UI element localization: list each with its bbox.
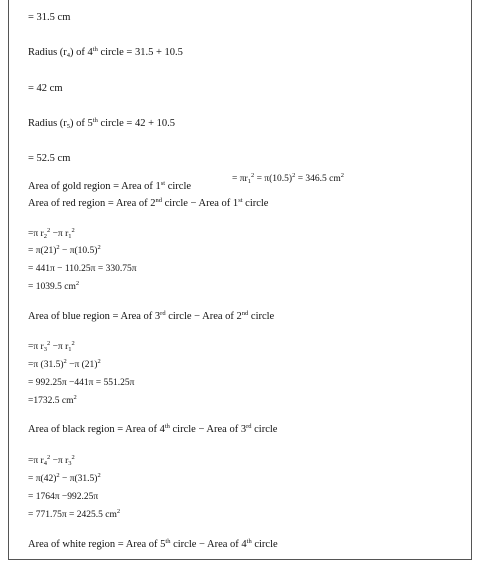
blue-step-1: =π $r_3^2 -\pi$ $r_1^2$ — [28, 340, 75, 353]
blue-step-4: =1732.5 $cm^2$ — [28, 394, 77, 406]
result-r3: = 31.5 cm — [28, 12, 71, 23]
black-region-line: Area of black region = Area of 4th circle − Area of 3rd circle — [28, 423, 278, 435]
gold-region-line: Area of gold region = Area of 1st circle — [28, 180, 192, 192]
black-step-4: = 771.75π = 2425.5 $cm^2$ — [28, 508, 121, 520]
result-r5: = 52.5 cm — [28, 153, 71, 164]
red-step-4: = 1039.5 $cm^2$ — [28, 280, 80, 292]
black-step-2: = $\pi(42)^2 - \pi(31.5)^2$ — [28, 472, 101, 484]
red-step-2: = $\pi(21)^2 - \pi(10.5)^2$ — [28, 244, 101, 256]
solution-frame — [8, 0, 472, 560]
black-step-1: =π $r_4^2 -\pi$ $r_3^2$ — [28, 454, 75, 467]
blue-region-line: Area of blue region = Area of 3rd circle − Area of 2nd circle — [28, 310, 275, 322]
red-step-1: =π $r_2^2 -\pi$ $r_1^2$ — [28, 227, 75, 240]
red-region-line: Area of red region = Area of 2nd circle − Area of 1st circle — [28, 197, 269, 209]
blue-step-3: = 992.25π −441π = 551.25π — [28, 378, 135, 388]
black-step-3: = 1764π −992.25π — [28, 492, 99, 502]
radius-r5-line: Radius $(r_5)$ of 5th circle = 42 + 10.5 — [28, 117, 176, 130]
red-step-3: = 441π − 110.25π = 330.75π — [28, 264, 137, 274]
gold-region-formula: = $\pi r_1^2 = \pi(10.5)^2 = 346.5$ $cm^2$ — [232, 172, 345, 185]
blue-step-2: =π $(31.5)^2 -\pi$ $(21)^2$ — [28, 358, 101, 370]
result-r4: = 42 cm — [28, 83, 63, 94]
radius-r4-line: Radius $(r_4)$ of 4th circle = 31.5 + 10.5 — [28, 46, 183, 59]
white-region-line: Area of white region = Area of 5th circle − Area of 4th circle — [28, 538, 278, 550]
